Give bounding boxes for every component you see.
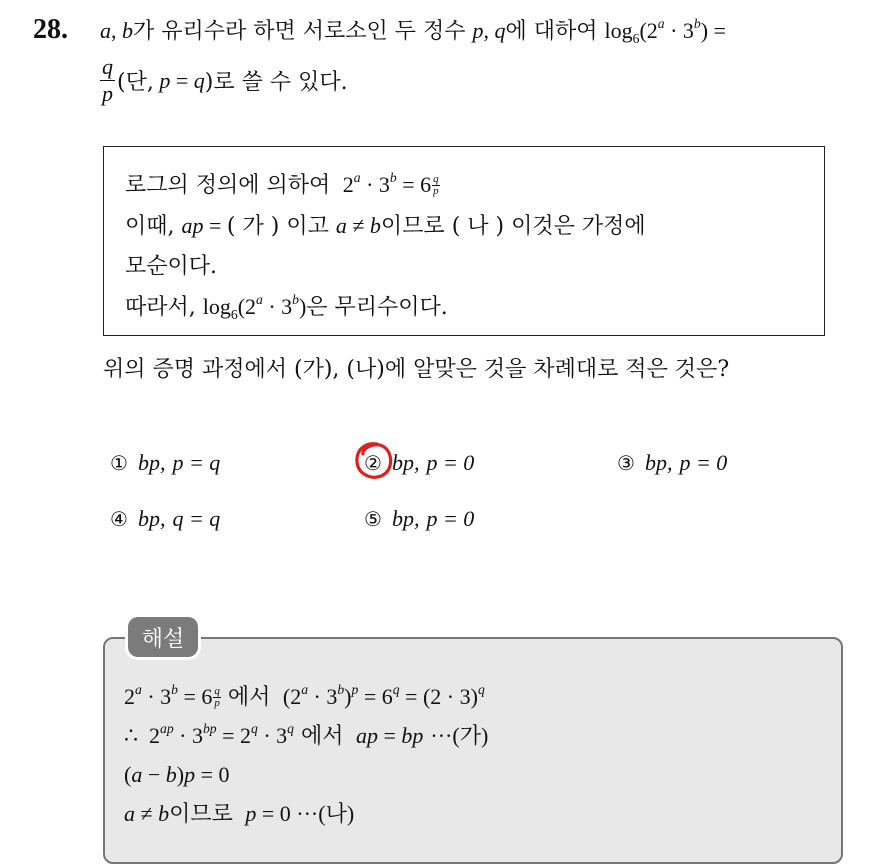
solution-line-4: a ≠ b이므로 p = 0 ···(나) (124, 801, 355, 827)
proof-line-2: 이때, ap = ( 가 ) 이고 a ≠ b이므로 ( 나 ) 이것은 가정에 (125, 213, 646, 239)
choice-3-number: ③ (617, 451, 635, 475)
solution-tab: 해설 (128, 617, 198, 657)
solution-line-3: (a − b)p = 0 (124, 762, 230, 787)
question-text-suffix: 에 대하여 (505, 19, 598, 44)
solution-line-2: ∴ $2^{ap} \cdot 3^{bp} = 2^q \cdot 3^q$ 에서 ap = bp ···(가) (124, 720, 489, 749)
question-prompt: 위의 증명 과정에서 (가), (나)에 알맞은 것을 차례대로 적은 것은? (103, 357, 730, 382)
fraction-q-over-p: $\frac{q}{p}$ (102, 54, 113, 106)
choice-2[interactable]: ② bp, p = 0 (364, 450, 475, 475)
question-line-1: a, b가 유리수라 하면 서로소인 두 정수 p, q에 대하여 $\log_6(2^a \cdot 3^b)$ = (100, 15, 726, 46)
choice-4-number: ④ (110, 507, 128, 531)
choice-1[interactable]: ① bp, p = q (110, 450, 221, 475)
selected-answer-circle-mark (353, 440, 395, 482)
choice-2-number: ② (364, 451, 382, 475)
blank-ga: ( 가 ) (226, 214, 280, 239)
question-text-1: 가 유리수라 하면 서로소인 두 정수 (133, 19, 466, 44)
question-tail: )로 쓸 수 있다. (204, 70, 348, 95)
proof-line-4: 따라서, $\log_6(2^a \cdot 3^b)$은 무리수이다. (125, 291, 448, 322)
proof-line-3: 모순이다. (125, 254, 218, 279)
proof-line-1: 로그의 정의에 의하여 $2^a \cdot 3^b = 6$ $\frac{q}{p}$ (125, 169, 439, 198)
choice-3[interactable]: ③ bp, p = 0 (617, 450, 728, 475)
question-condition: (단, (117, 70, 154, 95)
question-number: 28. (33, 14, 68, 45)
choice-1-number: ① (110, 451, 128, 475)
solution-line-1: $2^a \cdot 3^b = 6$ $\frac{q}{p}$ 에서 $(2^a \cdot 3^b)^p = 6^q = (2 \cdot 3)^q$ (124, 681, 485, 710)
choice-5-number: ⑤ (364, 507, 382, 531)
solution-body (124, 678, 488, 834)
blank-na: ( 나 ) (451, 214, 505, 239)
choice-5[interactable]: ⑤ bp, p = 0 (364, 506, 475, 531)
proof-box (103, 146, 825, 336)
question-line-2: $\frac{q}{p}$ (단, p = q )로 쓸 수 있다. (102, 54, 348, 106)
choice-4[interactable]: ④ bp, q = q (110, 506, 221, 531)
